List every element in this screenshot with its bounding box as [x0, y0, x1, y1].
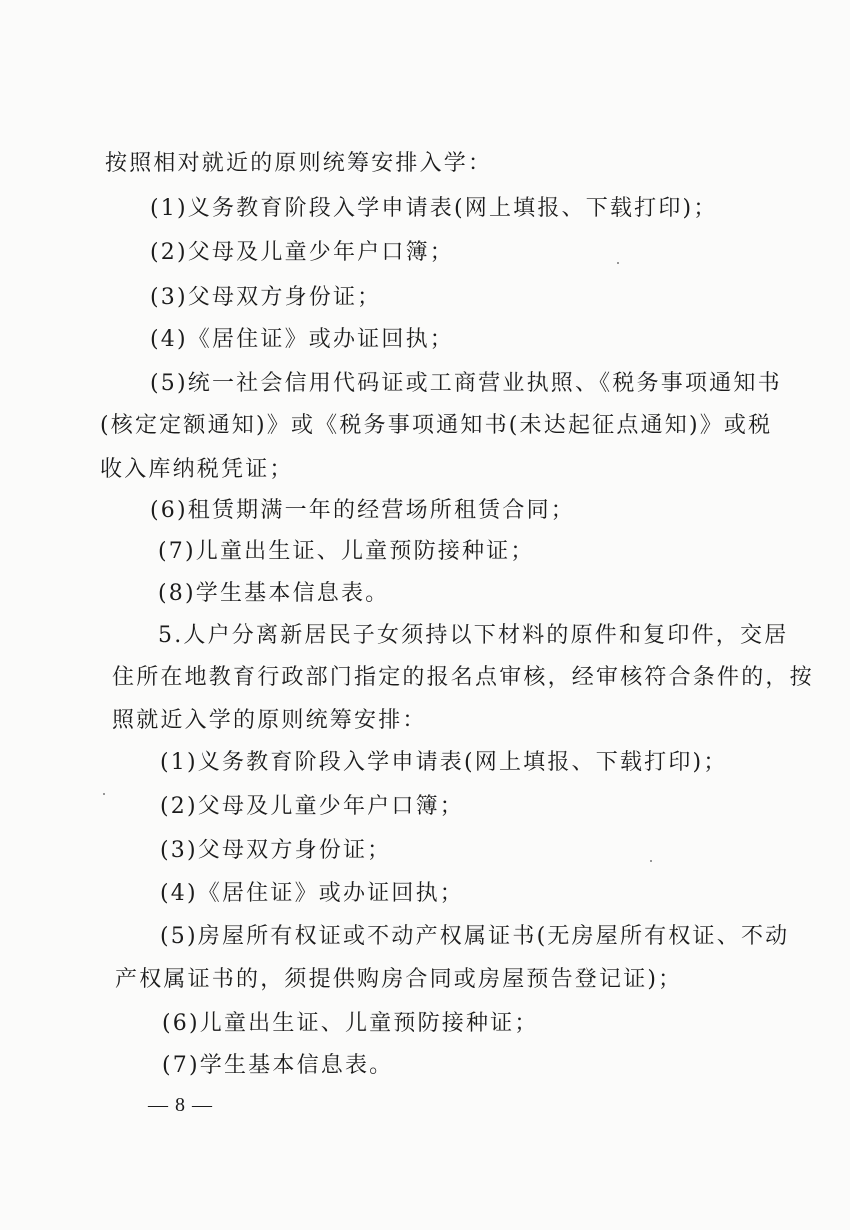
text-line-15: (1)义务教育阶段入学申请表(网上填报、下载打印)；	[160, 750, 728, 775]
text-line-10: (7)儿童出生证、儿童预防接种证；	[158, 539, 535, 564]
text-line-19: (5)房屋所有权证或不动产权属证书(无房屋所有权证、不动	[160, 924, 790, 949]
scan-speck	[650, 860, 652, 862]
scan-speck	[617, 262, 619, 264]
text-line-12: 5.人户分离新居民子女须持以下材料的原件和复印件，交居	[158, 623, 789, 648]
text-line-16: (2)父母及儿童少年户口簿；	[160, 794, 464, 819]
page-number: — 8 —	[148, 1094, 213, 1116]
scan-speck	[103, 793, 105, 795]
text-line-14: 照就近入学的原则统筹安排：	[112, 708, 427, 733]
text-line-17: (3)父母双方身份证；	[160, 838, 392, 863]
text-line-6: (5)统一社会信用代码证或工商营业执照、《税务事项通知书	[150, 371, 782, 396]
text-line-21: (6)儿童出生证、儿童预防接种证；	[162, 1011, 539, 1036]
text-line-20: 产权属证书的，须提供购房合同或房屋预告登记证)；	[115, 967, 683, 992]
text-line-22: (7)学生基本信息表。	[162, 1053, 394, 1078]
text-line-4: (3)父母双方身份证；	[150, 285, 382, 310]
text-line-18: (4)《居住证》或办证回执；	[160, 881, 464, 906]
text-line-2: (1)义务教育阶段入学申请表(网上填报、下载打印)；	[150, 196, 718, 221]
text-line-7: (核定定额通知)》或《税务事项通知书(未达起征点通知)》或税	[100, 413, 773, 438]
text-line-8: 收入库纳税凭证；	[100, 457, 294, 482]
text-line-13: 住所在地教育行政部门指定的报名点审核，经审核符合条件的，按	[112, 665, 814, 690]
text-line-11: (8)学生基本信息表。	[158, 581, 390, 606]
text-line-3: (2)父母及儿童少年户口簿；	[150, 240, 454, 265]
text-line-9: (6)租赁期满一年的经营场所租赁合同；	[150, 498, 575, 523]
text-line-5: (4)《居住证》或办证回执；	[150, 327, 454, 352]
text-line-1: 按照相对就近的原则统筹安排入学：	[105, 151, 493, 176]
